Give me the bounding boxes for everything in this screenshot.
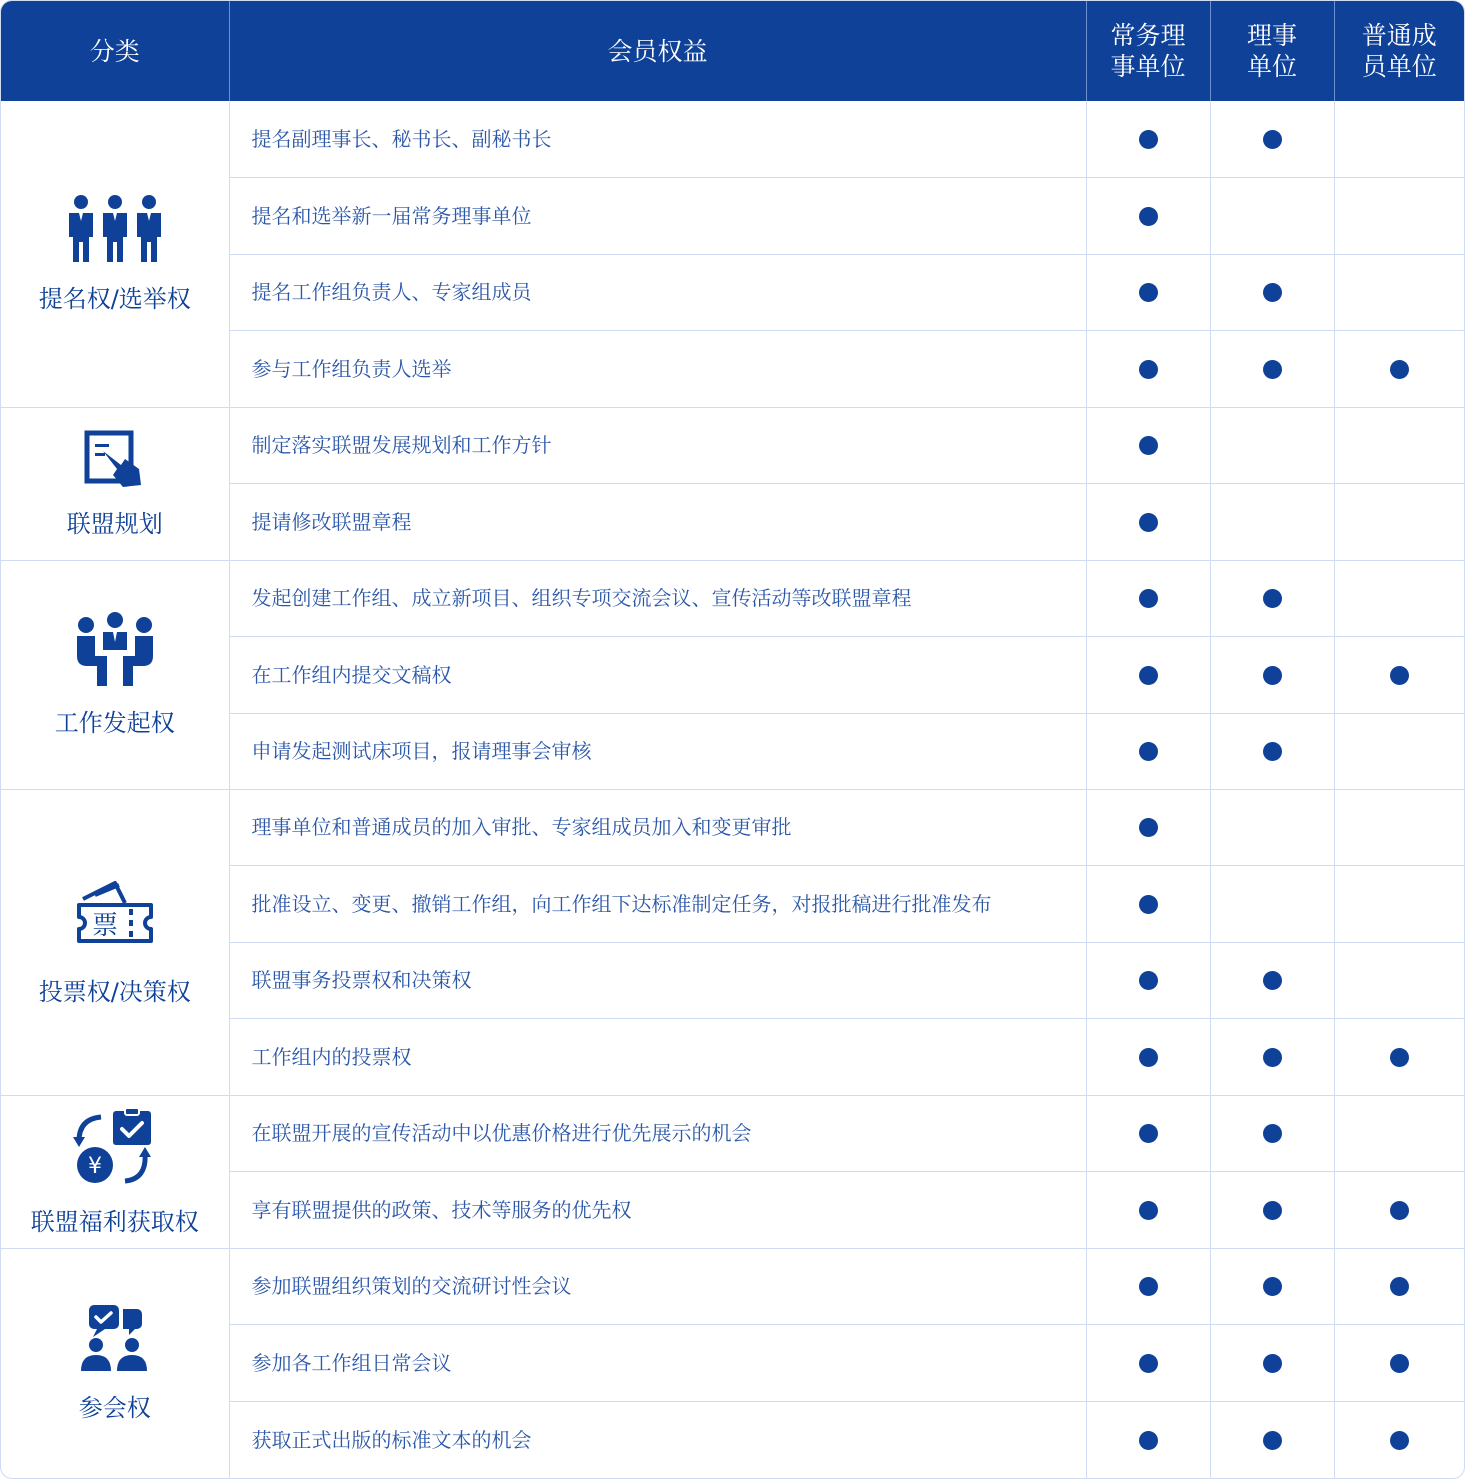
category-cell (1, 789, 229, 1095)
level-mark-cell (1334, 789, 1464, 865)
category-cell (1, 407, 229, 560)
level-mark-cell (1334, 1095, 1464, 1171)
level-mark-cell (1086, 254, 1210, 330)
level-mark-cell (1086, 330, 1210, 407)
level-mark-cell (1210, 942, 1334, 1018)
included-dot-icon (1263, 1277, 1282, 1296)
level-mark-cell (1334, 101, 1464, 177)
level-mark-cell (1334, 330, 1464, 407)
category-cell (1, 1248, 229, 1478)
category-label: 投票权/决策权 (38, 978, 191, 1006)
level-mark-cell (1086, 1095, 1210, 1171)
level-mark-cell (1086, 407, 1210, 483)
table-row (1, 789, 1464, 865)
level-mark-cell (1086, 483, 1210, 560)
included-dot-icon (1263, 1048, 1282, 1067)
included-dot-icon (1139, 283, 1158, 302)
header-benefits: 会员权益 (229, 1, 1086, 101)
table-row (1, 1095, 1464, 1171)
level-mark-cell (1334, 713, 1464, 789)
level-mark-cell (1210, 407, 1334, 483)
benefit-text: 参加联盟组织策划的交流研讨性会议 (229, 1248, 1086, 1324)
table-row (1, 101, 1464, 177)
level-mark-cell (1210, 1171, 1334, 1248)
level-mark-cell (1086, 865, 1210, 942)
level-mark-cell (1334, 1324, 1464, 1401)
header-category: 分类 (1, 1, 229, 101)
benefit-text: 提名副理事长、秘书长、副秘书长 (229, 101, 1086, 177)
included-dot-icon (1139, 1431, 1158, 1450)
included-dot-icon (1263, 589, 1282, 608)
level-mark-cell (1210, 330, 1334, 407)
included-dot-icon (1139, 589, 1158, 608)
table-row (1, 560, 1464, 636)
header-level-council (1210, 1, 1334, 101)
level-mark-cell (1334, 1018, 1464, 1095)
included-dot-icon (1139, 436, 1158, 455)
level-mark-cell (1210, 1018, 1334, 1095)
included-dot-icon (1139, 207, 1158, 226)
included-dot-icon (1139, 1354, 1158, 1373)
level-mark-cell (1086, 1018, 1210, 1095)
table-header-row (1, 1, 1464, 101)
benefit-text: 参与工作组负责人选举 (229, 330, 1086, 407)
included-dot-icon (1263, 1201, 1282, 1220)
level-mark-cell (1334, 865, 1464, 942)
included-dot-icon (1139, 513, 1158, 532)
level-mark-cell (1334, 942, 1464, 1018)
benefit-text: 联盟事务投票权和决策权 (229, 942, 1086, 1018)
benefit-text: 批准设立、变更、撤销工作组，向工作组下达标准制定任务，对报批稿进行批准发布 (229, 865, 1086, 942)
included-dot-icon (1390, 1277, 1409, 1296)
level-mark-cell (1334, 636, 1464, 713)
header-level-regular (1334, 1, 1464, 101)
level-mark-cell (1086, 713, 1210, 789)
included-dot-icon (1139, 1277, 1158, 1296)
level-mark-cell (1086, 1401, 1210, 1478)
included-dot-icon (1139, 971, 1158, 990)
category-cell (1, 1095, 229, 1248)
included-dot-icon (1139, 742, 1158, 761)
included-dot-icon (1263, 742, 1282, 761)
table-row (1, 1248, 1464, 1324)
level-mark-cell (1210, 1401, 1334, 1478)
included-dot-icon (1139, 818, 1158, 837)
level-mark-cell (1210, 1248, 1334, 1324)
level-mark-cell (1086, 1171, 1210, 1248)
included-dot-icon (1263, 971, 1282, 990)
benefit-text: 享有联盟提供的政策、技术等服务的优先权 (229, 1171, 1086, 1248)
header-level-line: 理事 (1246, 21, 1297, 50)
planning-board-icon (1, 429, 229, 495)
benefit-text: 获取正式出版的标准文本的机会 (229, 1401, 1086, 1478)
header-level-line: 普通成 (1361, 21, 1437, 50)
category-label: 提名权/选举权 (38, 284, 191, 313)
included-dot-icon (1139, 130, 1158, 149)
level-mark-cell (1334, 1248, 1464, 1324)
level-mark-cell (1334, 407, 1464, 483)
category-label: 联盟福利获取权 (30, 1207, 199, 1236)
level-mark-cell (1210, 560, 1334, 636)
included-dot-icon (1390, 1201, 1409, 1220)
included-dot-icon (1263, 130, 1282, 149)
header-level-standing-council (1086, 1, 1210, 101)
category-label: 参会权 (78, 1394, 151, 1423)
benefit-text: 提名工作组负责人、专家组成员 (229, 254, 1086, 330)
header-level-line: 常务理 (1110, 21, 1186, 50)
category-label: 工作发起权 (54, 708, 175, 737)
level-mark-cell (1334, 483, 1464, 560)
included-dot-icon (1139, 895, 1158, 914)
included-dot-icon (1390, 666, 1409, 685)
header-level-line: 单位 (1246, 52, 1297, 81)
discussion-icon (1, 1303, 229, 1379)
level-mark-cell (1210, 636, 1334, 713)
level-mark-cell (1334, 560, 1464, 636)
level-mark-cell (1210, 865, 1334, 942)
ticket-icon-glyph: 票 (91, 911, 118, 941)
level-mark-cell (1086, 177, 1210, 254)
level-mark-cell (1210, 483, 1334, 560)
level-mark-cell (1086, 560, 1210, 636)
level-mark-cell (1086, 636, 1210, 713)
benefit-text: 工作组内的投票权 (229, 1018, 1086, 1095)
category-label: 联盟规划 (66, 509, 163, 538)
included-dot-icon (1263, 1354, 1282, 1373)
benefit-exchange-icon (1, 1107, 229, 1193)
member-benefits-table (1, 1, 1464, 1478)
level-mark-cell (1210, 254, 1334, 330)
ticket-icon (1, 877, 229, 963)
level-mark-cell (1334, 177, 1464, 254)
header-level-line: 事单位 (1110, 52, 1186, 81)
included-dot-icon (1390, 1354, 1409, 1373)
included-dot-icon (1139, 1124, 1158, 1143)
included-dot-icon (1139, 1048, 1158, 1067)
level-mark-cell (1086, 1324, 1210, 1401)
table-row (1, 407, 1464, 483)
included-dot-icon (1263, 360, 1282, 379)
included-dot-icon (1263, 283, 1282, 302)
level-mark-cell (1334, 254, 1464, 330)
level-mark-cell (1086, 942, 1210, 1018)
level-mark-cell (1086, 101, 1210, 177)
level-mark-cell (1086, 1248, 1210, 1324)
level-mark-cell (1210, 713, 1334, 789)
benefit-text: 在联盟开展的宣传活动中以优惠价格进行优先展示的机会 (229, 1095, 1086, 1171)
included-dot-icon (1263, 1431, 1282, 1450)
benefit-text: 提名和选举新一届常务理事单位 (229, 177, 1086, 254)
level-mark-cell (1334, 1401, 1464, 1478)
category-cell (1, 101, 229, 407)
included-dot-icon (1139, 666, 1158, 685)
level-mark-cell (1210, 789, 1334, 865)
included-dot-icon (1390, 1048, 1409, 1067)
benefit-text: 参加各工作组日常会议 (229, 1324, 1086, 1401)
included-dot-icon (1139, 360, 1158, 379)
level-mark-cell (1086, 789, 1210, 865)
level-mark-cell (1210, 101, 1334, 177)
header-level-line: 员单位 (1361, 52, 1437, 81)
yen-icon-glyph: ¥ (87, 1153, 102, 1179)
level-mark-cell (1210, 1095, 1334, 1171)
level-mark-cell (1334, 1171, 1464, 1248)
people-group-icon (1, 194, 229, 270)
included-dot-icon (1390, 1431, 1409, 1450)
benefit-text: 提请修改联盟章程 (229, 483, 1086, 560)
team-meeting-icon (1, 612, 229, 694)
category-cell (1, 560, 229, 789)
included-dot-icon (1139, 1201, 1158, 1220)
benefit-text: 理事单位和普通成员的加入审批、专家组成员加入和变更审批 (229, 789, 1086, 865)
included-dot-icon (1263, 666, 1282, 685)
included-dot-icon (1263, 1124, 1282, 1143)
level-mark-cell (1210, 1324, 1334, 1401)
benefit-text: 在工作组内提交文稿权 (229, 636, 1086, 713)
level-mark-cell (1210, 177, 1334, 254)
benefit-text: 申请发起测试床项目，报请理事会审核 (229, 713, 1086, 789)
benefit-text: 发起创建工作组、成立新项目、组织专项交流会议、宣传活动等改联盟章程 (229, 560, 1086, 636)
included-dot-icon (1390, 360, 1409, 379)
benefit-text: 制定落实联盟发展规划和工作方针 (229, 407, 1086, 483)
